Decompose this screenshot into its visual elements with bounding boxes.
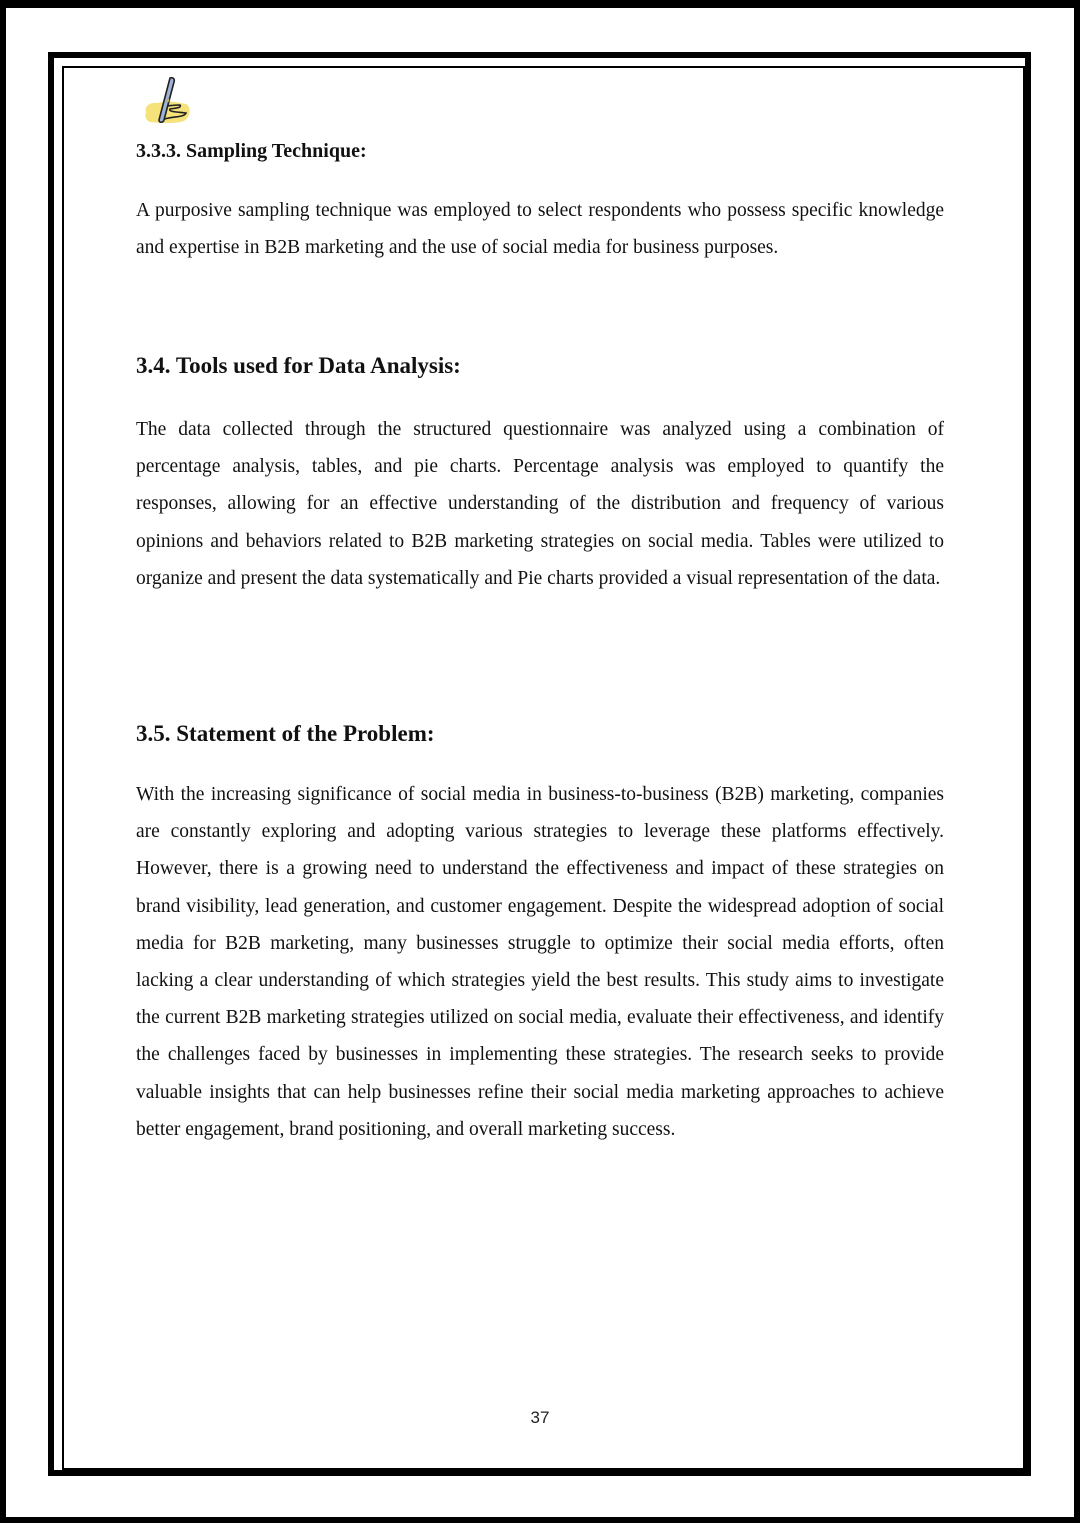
pen-writing-icon <box>140 76 196 132</box>
paragraph-tools-data-analysis: The data collected through the structured questionnaire was analyzed using a combination of percentage analysis, tables, and pie charts. Percentage analysis was employed to quantify the responses, allowing for an effective understanding of the distribution and frequency of various opinions and behaviors related to B2B marketing strategies on social media. Tables were utilized to organize and present the data systematically and Pie charts provided a visual representation of the data. <box>136 419 944 589</box>
page-number: 37 <box>530 1408 550 1427</box>
section-heading-sampling-technique: 3.3.3. Sampling Technique: <box>136 140 367 162</box>
section-heading-tools-data-analysis: 3.4. Tools used for Data Analysis: <box>136 353 461 378</box>
section-heading-statement-of-problem: 3.5. Statement of the Problem: <box>136 721 435 746</box>
page-border-inner <box>62 66 1025 1470</box>
paragraph-sampling-technique: A purposive sampling technique was employed to select respondents who possess specific knowledge and expertise in B2B marketing and the use of social media for business purposes. <box>136 200 944 259</box>
paragraph-statement-of-problem: With the increasing significance of social media in business-to-business (B2B) marketing, companies are constantly exploring and adopting various strategies to leverage these platforms effectively. However, there is a growing need to understand the effectiveness and impact of these strategies on brand visibility, lead generation, and customer engagement. Despite the widespread adoption of social media for B2B marketing, many businesses struggle to optimize their social media efforts, often lacking a clear understanding of which strategies yield the best results. This study aims to investigate the current B2B marketing strategies utilized on social media, evaluate their effectiveness, and identify the challenges faced by businesses in implementing these strategies. The research seeks to provide valuable insights that can help businesses refine their social media marketing approaches to achieve better engagement, brand positioning, and overall marketing success. <box>136 784 944 1140</box>
